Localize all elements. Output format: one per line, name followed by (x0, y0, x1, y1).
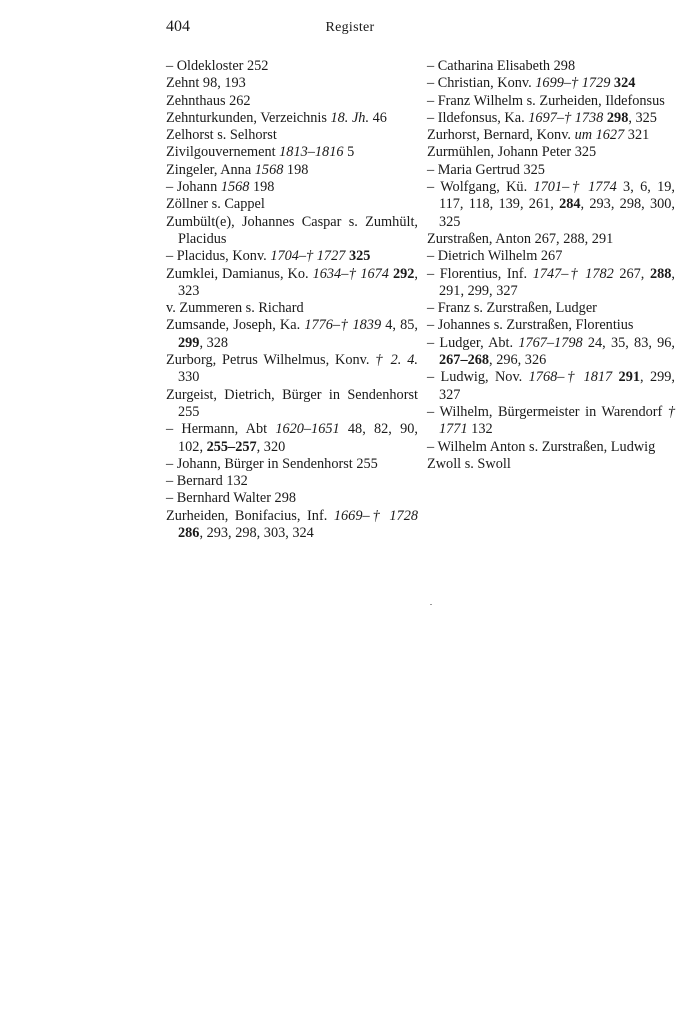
index-entry-text: † 1771 (439, 403, 675, 438)
index-entry (427, 266, 675, 301)
index-entry-text: – Ludger, Abt. (427, 334, 519, 351)
index-entry-text: 284 (559, 196, 581, 213)
index-entry-text: 48, 82, 90, 102, (178, 421, 419, 455)
index-entry-text: , 291, 299, 327 (439, 265, 675, 299)
index-entry (166, 490, 418, 507)
index-entry-text: v. Zummeren s. Richard (166, 300, 304, 317)
index-entry-text: 198 (283, 161, 309, 178)
page-number: 404 (166, 18, 190, 35)
index-entry-text: 1747–† 1782 (532, 265, 614, 282)
index-entry-text: 3, 6, 19, 117, 118, 139, 261, (439, 179, 675, 213)
index-entry (166, 196, 418, 213)
index-entry-text: 1768–† 1817 (528, 369, 613, 386)
index-entry-text: 267, (613, 265, 650, 282)
index-entry (166, 214, 418, 249)
index-entry-text: , 323 (178, 265, 418, 299)
index-entry-text: Zehnthaus 262 (166, 92, 251, 109)
index-entry (166, 110, 418, 127)
index-entry-text: 132 (467, 421, 493, 438)
index-entry-text: Zehnt 98, 193 (166, 75, 246, 92)
index-entry (427, 369, 675, 404)
index-entry (427, 456, 675, 473)
index-entry-text: Zurgeist, Dietrich, Bürger in Sendenhorst 255 (166, 386, 418, 420)
index-entry (427, 75, 675, 92)
index-entry-text: – Catharina Elisabeth 298 (427, 58, 576, 74)
index-entry-text: Zöllner s. Cappel (166, 196, 265, 213)
index-entry (166, 456, 418, 473)
index-entry-text: , 328 (199, 334, 229, 351)
index-entry-text: Zumbült(e), Johannes Caspar s. Zumhült, Placidus (166, 213, 418, 247)
index-entry (166, 248, 418, 265)
running-head: Register (325, 20, 375, 35)
index-entry-text: 1701–† 1774 (533, 179, 617, 196)
index-entry-text: 288 (649, 265, 672, 282)
index-entry (427, 93, 675, 110)
index-entry (427, 439, 675, 456)
index-entry-text: 292 (392, 265, 415, 282)
index-entry (427, 404, 675, 439)
index-entry-text: Zurhorst, Bernard, Konv. (427, 127, 575, 144)
index-entry-text: – Dietrich Wilhelm 267 (427, 248, 563, 265)
index-entry-text: Zurheiden, Bonifacius, Inf. (166, 507, 334, 524)
index-entry-text: Zingeler, Anna (166, 161, 255, 178)
index-entry-text: 198 (249, 179, 275, 196)
index-entry (166, 473, 418, 490)
index-entry-text: , 320 (256, 438, 286, 455)
index-entry-text: 1776–† 1839 (304, 317, 382, 334)
index-entry-text: 255–257 (206, 438, 257, 455)
index-column-left (166, 58, 418, 542)
index-entry (166, 93, 418, 110)
index-entry (166, 75, 418, 92)
index-entry (166, 144, 418, 161)
index-entry-text: , 299, 327 (439, 369, 675, 403)
index-entry-text: Zivilgouvernement (166, 144, 280, 161)
index-entry-text: – Ildefonsus, Ka. (427, 109, 529, 126)
index-entry-text: – Franz Wilhelm s. Zurheiden, Ildefonsus (427, 92, 665, 109)
index-entry-text: 267–268 (439, 352, 490, 369)
index-entry-text: 291 (618, 369, 640, 386)
index-entry-text: 298 (606, 109, 629, 126)
index-entry-text: , 325 (628, 109, 657, 126)
index-entry (427, 110, 675, 127)
index-entry (427, 144, 675, 161)
index-entry (427, 300, 675, 317)
index-entry-text: – Placidus, Konv. (166, 248, 271, 265)
index-entry-text: 299 (178, 334, 200, 351)
index-entry-text: – Bernard 132 (166, 473, 248, 490)
index-entry-text: † 2. 4. (375, 352, 418, 369)
index-entry (166, 58, 418, 75)
index-entry-text: , 293, 298, 300, 325 (439, 196, 675, 230)
index-entry-text: 325 (348, 248, 371, 265)
index-entry (166, 352, 418, 387)
index-entry-text: – Franz s. Zurstraßen, Ludger (427, 300, 597, 317)
index-entry-text: 24, 35, 83, 96, (582, 334, 675, 351)
index-column-right (427, 58, 675, 473)
index-entry (166, 508, 418, 543)
index-entry-text: 1699–† 1729 (535, 75, 611, 92)
index-entry-text: Zurmühlen, Johann Peter 325 (427, 144, 597, 161)
index-entry (166, 300, 418, 317)
index-entry-text: 1704–† 1727 (270, 248, 346, 265)
index-entry (166, 266, 418, 301)
index-entry-text: 18. Jh. (330, 109, 370, 126)
index-entry-text: – Johannes s. Zurstraßen, Florentius (427, 317, 634, 334)
index-entry (427, 248, 675, 265)
index-entry (166, 317, 418, 352)
index-entry-text: 4, 85, (381, 317, 418, 334)
index-entry-text: – Florentius, Inf. (427, 265, 533, 282)
index-entry-text: 324 (613, 75, 636, 92)
index-entry-text: 1620–1651 (275, 421, 340, 438)
index-entry-text: 46 (369, 109, 387, 126)
index-entry-text: , 293, 298, 303, 324 (199, 525, 314, 542)
index-entry-text: Zumsande, Joseph, Ka. (166, 317, 305, 334)
index-entry-text: 321 (624, 127, 650, 144)
index-entry-text: – Oldekloster 252 (166, 58, 269, 74)
index-entry-text: um 1627 (574, 127, 625, 144)
index-entry-text: 286 (178, 525, 200, 542)
index-entry (427, 179, 675, 231)
index-entry-text: – Wilhelm, Bürgermeister in Warendorf (427, 403, 668, 420)
index-entry-text: Zurstraßen, Anton 267, 288, 291 (427, 230, 614, 247)
index-entry-text: – Johann, Bürger in Sendenhorst 255 (166, 455, 378, 472)
index-entry-text: – Wolfgang, Kü. (427, 179, 534, 196)
index-entry-text: Zumklei, Damianus, Ko. (166, 265, 313, 282)
index-entry-text: – Hermann, Abt (166, 421, 276, 438)
index-entry-text: 1568 (254, 161, 284, 178)
index-entry-text: – Ludwig, Nov. (427, 369, 529, 386)
index-entry-text: – Johann (166, 179, 221, 196)
index-entry (166, 421, 418, 456)
index-entry-text: 1568 (220, 179, 250, 196)
index-entry-text: 330 (178, 369, 200, 386)
index-entry (427, 335, 675, 370)
index-entry-text: – Maria Gertrud 325 (427, 161, 545, 178)
index-entry-text: 5 (343, 144, 355, 161)
index-entry-text: Zurborg, Petrus Wilhelmus, Konv. (166, 352, 376, 369)
index-entry (427, 162, 675, 179)
index-entry (427, 127, 675, 144)
index-entry (427, 58, 675, 75)
index-entry (166, 387, 418, 422)
index-entry-text: – Christian, Konv. (427, 75, 536, 92)
index-entry-text: Zelhorst s. Selhorst (166, 127, 277, 144)
index-entry-text: 1813–1816 (279, 144, 344, 161)
index-entry-text: 1634–† 1674 (312, 265, 389, 282)
index-entry (427, 317, 675, 334)
index-entry-text: – Bernhard Walter 298 (166, 490, 296, 507)
index-entry (166, 127, 418, 144)
index-entry (166, 162, 418, 179)
index-entry (166, 179, 418, 196)
index-entry-text: – Wilhelm Anton s. Zurstraßen, Ludwig (427, 438, 656, 455)
index-entry (427, 231, 675, 248)
index-entry-text: , 296, 326 (489, 352, 547, 369)
index-entry-text: Zehnturkunden, Verzeichnis (166, 109, 331, 126)
index-entry-text: 1767–1798 (518, 334, 583, 351)
paper-speck (430, 604, 432, 605)
index-entry-text: 1669–† 1728 (333, 507, 418, 524)
index-entry-text: 1697–† 1738 (528, 109, 604, 126)
index-entry-text: Zwoll s. Swoll (427, 455, 511, 472)
